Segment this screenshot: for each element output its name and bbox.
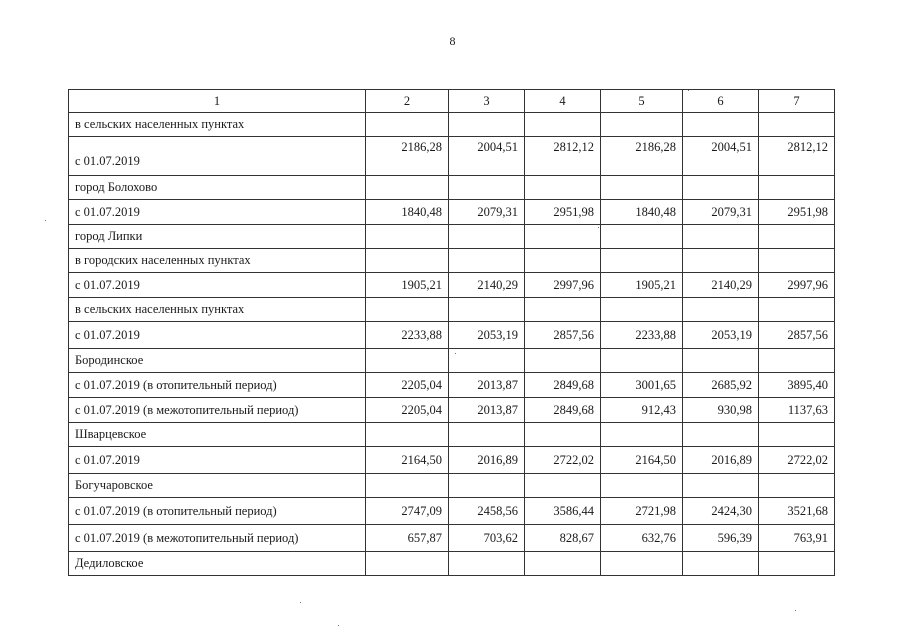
header-row	[69, 90, 835, 113]
tariff-value-cell: 2951,98	[525, 200, 601, 225]
row-label: с 01.07.2019	[69, 322, 366, 349]
tariff-value-cell	[449, 349, 525, 373]
row-label: с 01.07.2019	[69, 137, 366, 176]
table-row	[69, 498, 835, 525]
tariff-value-cell: 2951,98	[759, 200, 835, 225]
tariff-value-cell: 2205,04	[366, 398, 449, 423]
tariff-value-cell	[683, 249, 759, 273]
tariff-value-cell: 1137,63	[759, 398, 835, 423]
tariff-value-cell	[366, 552, 449, 576]
tariff-value-cell	[759, 423, 835, 447]
tariff-value-cell	[525, 474, 601, 498]
scan-speck	[795, 610, 796, 611]
scan-speck	[688, 90, 689, 91]
tariff-value-cell: 1905,21	[366, 273, 449, 298]
section-row	[69, 298, 835, 322]
tariff-value-cell	[449, 474, 525, 498]
section-label: в городских населенных пунктах	[69, 249, 366, 273]
tariff-table	[68, 89, 835, 576]
tariff-value-cell	[601, 249, 683, 273]
table-row	[69, 398, 835, 423]
tariff-value-cell	[683, 474, 759, 498]
tariff-value-cell: 2016,89	[449, 447, 525, 474]
column-header: 7	[759, 90, 835, 113]
table-row	[69, 137, 835, 176]
scan-speck	[598, 227, 599, 228]
tariff-value-cell	[601, 349, 683, 373]
section-label: город Липки	[69, 225, 366, 249]
tariff-value-cell: 2424,30	[683, 498, 759, 525]
tariff-value-cell: 2685,92	[683, 373, 759, 398]
tariff-value-cell: 2186,28	[601, 137, 683, 176]
tariff-value-cell	[525, 423, 601, 447]
tariff-value-cell: 2164,50	[601, 447, 683, 474]
tariff-value-cell	[759, 176, 835, 200]
tariff-value-cell	[525, 552, 601, 576]
tariff-value-cell: 3001,65	[601, 373, 683, 398]
tariff-value-cell: 3521,68	[759, 498, 835, 525]
tariff-value-cell	[366, 176, 449, 200]
section-row	[69, 349, 835, 373]
tariff-value-cell: 596,39	[683, 525, 759, 552]
table-row	[69, 200, 835, 225]
tariff-value-cell	[601, 176, 683, 200]
tariff-value-cell	[759, 298, 835, 322]
tariff-value-cell: 1840,48	[601, 200, 683, 225]
tariff-value-cell	[449, 113, 525, 137]
tariff-value-cell	[366, 249, 449, 273]
tariff-value-cell: 1905,21	[601, 273, 683, 298]
scan-speck	[455, 353, 456, 354]
tariff-value-cell: 2857,56	[759, 322, 835, 349]
tariff-value-cell	[759, 225, 835, 249]
tariff-value-cell	[366, 474, 449, 498]
tariff-value-cell	[759, 113, 835, 137]
tariff-value-cell: 2205,04	[366, 373, 449, 398]
tariff-value-cell	[759, 474, 835, 498]
tariff-value-cell: 2849,68	[525, 373, 601, 398]
tariff-value-cell	[449, 225, 525, 249]
tariff-value-cell	[449, 552, 525, 576]
tariff-value-cell	[366, 298, 449, 322]
tariff-value-cell: 2079,31	[449, 200, 525, 225]
tariff-value-cell: 2721,98	[601, 498, 683, 525]
tariff-value-cell	[525, 113, 601, 137]
section-row	[69, 474, 835, 498]
tariff-value-cell	[683, 423, 759, 447]
tariff-value-cell	[601, 225, 683, 249]
column-header: 2	[366, 90, 449, 113]
tariff-value-cell: 3895,40	[759, 373, 835, 398]
tariff-value-cell: 2013,87	[449, 373, 525, 398]
tariff-value-cell: 2164,50	[366, 447, 449, 474]
row-label: с 01.07.2019	[69, 200, 366, 225]
tariff-value-cell: 657,87	[366, 525, 449, 552]
scan-speck	[45, 220, 46, 221]
tariff-value-cell: 2458,56	[449, 498, 525, 525]
tariff-value-cell	[525, 225, 601, 249]
section-label: Шварцевское	[69, 423, 366, 447]
section-row	[69, 225, 835, 249]
tariff-value-cell	[449, 298, 525, 322]
tariff-value-cell: 1840,48	[366, 200, 449, 225]
tariff-value-cell: 2013,87	[449, 398, 525, 423]
tariff-value-cell: 2857,56	[525, 322, 601, 349]
tariff-value-cell: 2186,28	[366, 137, 449, 176]
section-row	[69, 113, 835, 137]
section-label: город Болохово	[69, 176, 366, 200]
tariff-value-cell	[683, 176, 759, 200]
tariff-value-cell: 2140,29	[449, 273, 525, 298]
row-label: с 01.07.2019	[69, 447, 366, 474]
section-label: в сельских населенных пунктах	[69, 298, 366, 322]
tariff-value-cell	[449, 423, 525, 447]
row-label: с 01.07.2019 (в межотопительный период)	[69, 398, 366, 423]
tariff-value-cell	[366, 423, 449, 447]
tariff-value-cell	[449, 176, 525, 200]
section-label: Бородинское	[69, 349, 366, 373]
tariff-value-cell: 2997,96	[759, 273, 835, 298]
tariff-value-cell: 2812,12	[759, 137, 835, 176]
table-row	[69, 525, 835, 552]
section-row	[69, 249, 835, 273]
table-body	[69, 113, 835, 576]
section-label: Дедиловское	[69, 552, 366, 576]
tariff-value-cell	[759, 349, 835, 373]
column-header: 3	[449, 90, 525, 113]
tariff-value-cell: 2079,31	[683, 200, 759, 225]
tariff-value-cell	[525, 176, 601, 200]
table-row	[69, 373, 835, 398]
tariff-value-cell	[366, 349, 449, 373]
tariff-value-cell: 2747,09	[366, 498, 449, 525]
row-label: с 01.07.2019 (в отопительный период)	[69, 498, 366, 525]
tariff-value-cell: 2233,88	[366, 322, 449, 349]
table-row	[69, 322, 835, 349]
tariff-value-cell: 2004,51	[449, 137, 525, 176]
tariff-value-cell	[683, 225, 759, 249]
tariff-value-cell: 912,43	[601, 398, 683, 423]
tariff-value-cell	[449, 249, 525, 273]
tariff-value-cell: 2140,29	[683, 273, 759, 298]
section-row	[69, 176, 835, 200]
column-header: 6	[683, 90, 759, 113]
tariff-value-cell: 2233,88	[601, 322, 683, 349]
tariff-value-cell: 2004,51	[683, 137, 759, 176]
tariff-value-cell	[759, 552, 835, 576]
tariff-value-cell	[683, 298, 759, 322]
row-label: с 01.07.2019 (в межотопительный период)	[69, 525, 366, 552]
section-label: Богучаровское	[69, 474, 366, 498]
tariff-value-cell	[601, 423, 683, 447]
tariff-value-cell: 632,76	[601, 525, 683, 552]
tariff-value-cell: 703,62	[449, 525, 525, 552]
tariff-value-cell	[601, 474, 683, 498]
table-row	[69, 273, 835, 298]
row-label: с 01.07.2019 (в отопительный период)	[69, 373, 366, 398]
tariff-value-cell	[683, 552, 759, 576]
tariff-value-cell	[525, 349, 601, 373]
table-row	[69, 447, 835, 474]
tariff-value-cell	[601, 298, 683, 322]
tariff-value-cell: 3586,44	[525, 498, 601, 525]
scan-speck	[300, 602, 301, 603]
tariff-value-cell	[759, 249, 835, 273]
tariff-value-cell: 2997,96	[525, 273, 601, 298]
tariff-value-cell	[601, 113, 683, 137]
tariff-value-cell	[525, 249, 601, 273]
tariff-value-cell: 2053,19	[683, 322, 759, 349]
section-row	[69, 423, 835, 447]
page-number: 8	[449, 34, 456, 48]
tariff-value-cell: 930,98	[683, 398, 759, 423]
tariff-value-cell: 2053,19	[449, 322, 525, 349]
tariff-value-cell: 2722,02	[525, 447, 601, 474]
tariff-value-cell: 2849,68	[525, 398, 601, 423]
tariff-value-cell	[366, 225, 449, 249]
tariff-value-cell	[601, 552, 683, 576]
section-label: в сельских населенных пунктах	[69, 113, 366, 137]
row-label: с 01.07.2019	[69, 273, 366, 298]
column-header: 4	[525, 90, 601, 113]
tariff-value-cell	[683, 349, 759, 373]
tariff-value-cell	[683, 113, 759, 137]
section-row	[69, 552, 835, 576]
tariff-value-cell	[525, 298, 601, 322]
tariff-value-cell: 2016,89	[683, 447, 759, 474]
column-header: 5	[601, 90, 683, 113]
tariff-value-cell: 2812,12	[525, 137, 601, 176]
tariff-value-cell: 2722,02	[759, 447, 835, 474]
column-header: 1	[69, 90, 366, 113]
tariff-value-cell	[366, 113, 449, 137]
scan-speck	[338, 625, 339, 626]
tariff-value-cell: 763,91	[759, 525, 835, 552]
tariff-value-cell: 828,67	[525, 525, 601, 552]
